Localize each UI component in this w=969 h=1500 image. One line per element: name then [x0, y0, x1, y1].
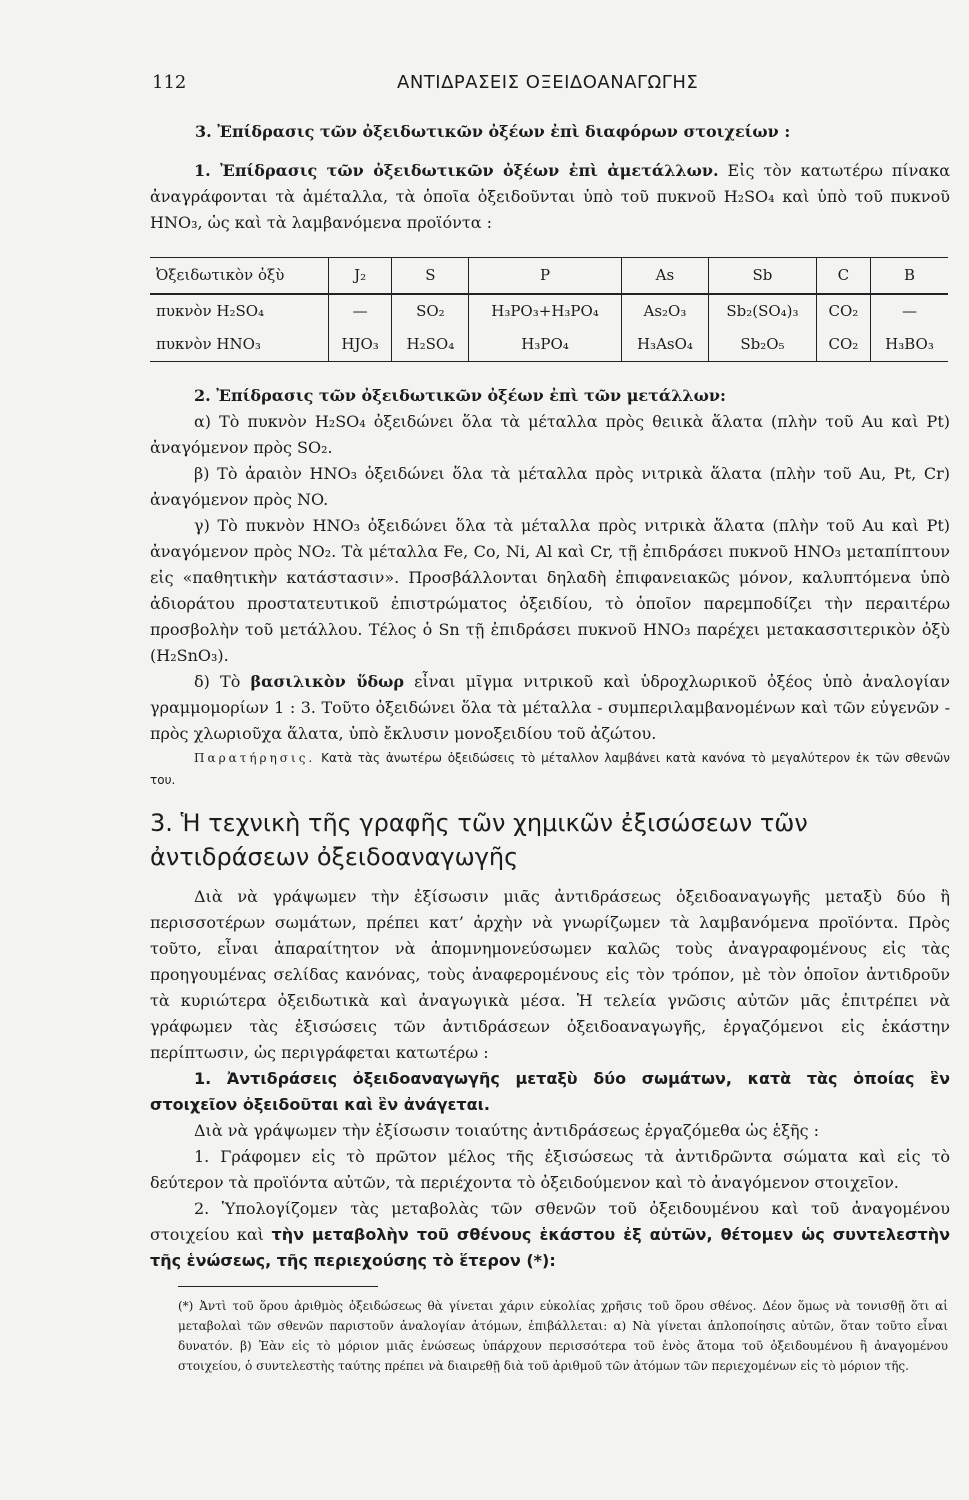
table-header-cell: Ὀξειδωτικὸν ὀξὺ: [156, 266, 285, 285]
chapter-section-heading: 3. Ἡ τεχνικὴ τῆς γραφῆς τῶν χημικῶν ἐξισώσεων τῶν ἀντιδράσεων ὀξειδοαναγωγῆς: [150, 809, 808, 871]
subsection-title: 1. Ἀντιδράσεις ὀξειδοαναγωγῆς μεταξὺ δύο σωμάτων, κατὰ τὰς ὁποίας ἓν στοιχεῖον ὀξειδοῦται καὶ ἓν ἀνάγεται.: [150, 1069, 950, 1114]
table-header-cell: P: [469, 258, 622, 294]
table-cell: H₃BO₃: [870, 328, 948, 362]
table-header-cell: J₂: [328, 258, 392, 294]
metals-item-c: γ) Τὸ πυκνὸν HNO₃ ὀξειδώνει ὅλα τὰ μέταλλα πρὸς νιτρικὰ ἅλατα (πλὴν τοῦ Au καὶ Pt) ἀναγόμενον πρὸς NO₂. Τὰ μέταλλα Fe, Co, Ni, Al καὶ Cr, τῇ ἐπιδράσει πυκνοῦ HNO₃ μεταπίπτουν εἰς «παθητικὴν κατάστασιν». Προσβάλλονται δηλαδὴ ἐπιφανειακῶς μόνον, καλυπτόμενα ὑπὸ ἀδιοράτου προστατευτικοῦ ἐπιστρώματος ὀξειδίου, τὸ ὁποῖον παρεμποδίζει τὴν περαιτέρω προσβολὴν τοῦ μετάλλου. Τέλος ὁ Sn τῇ ἐπιδράσει πυκνοῦ HNO₃ παρέχει μετακασσιτερικὸν ὀξὺ (H₂SnO₃).: [150, 516, 950, 665]
table-cell: CO₂: [816, 328, 870, 362]
intro-text: Διὰ νὰ γράψωμεν τὴν ἐξίσωσιν μιᾶς ἀντιδράσεως ὀξειδοαναγωγῆς μεταξὺ δύο ἢ περισσοτέρων σωμάτων, πρέπει κατ’ ἀρχὴν νὰ γνωρίζωμεν τὰ λαμβανόμενα προϊόντα. Πρὸς τοῦτο, εἶναι ἀπαραίτητον νὰ ἀπομνημονεύσωμεν καλῶς τοὺς ἀναγραφομένους εἰς τὰς προηγουμένας σελίδας κανόνας, τοὺς ἀναφερομένους εἰς τὸν τρόπον, μὲ τὸν ὁποῖον ἀντιδροῦν τὰ κυριώτερα ὀξειδωτικὰ καὶ ἀναγωγικὰ μέσα. Ἡ τελεία γνῶσις αὐτῶν μᾶς ἐπιτρέπει νὰ γράφωμεν τὰς ἐξισώσεις τῶν ἀντιδράσεων ὀξειδοαναγωγῆς, ἐργαζόμενοι εἰς ἑκάστην περίπτωσιν, ὡς περιγράφεται κατωτέρω :: [150, 887, 950, 1062]
step-two-text: 2. Ὑπολογίζομεν τὰς μεταβολὰς τῶν σθενῶν τοῦ ὀξειδουμένου καὶ τοῦ ἀναγομένου στοιχείου καὶ: [150, 1199, 950, 1244]
nonmetals-text: Εἰς τὸν κατωτέρω πίνακα ἀναγράφονται τὰ ἀμέταλλα, τὰ ὁποῖα ὀξειδοῦνται ὑπὸ τοῦ πυκνοῦ H₂SO₄ καὶ ὑπὸ τοῦ πυκνοῦ HNO₃, ὡς καὶ τὰ λαμβανόμενα προϊόντα :: [150, 161, 950, 232]
table-header-cell: C: [816, 258, 870, 294]
footnote-text: Ἀντὶ τοῦ ὅρου ἀριθμὸς ὀξειδώσεως θὰ γίνεται χάριν εὐκολίας χρῆσις τοῦ ὅρου σθένος. Δέον ὅμως νὰ τονισθῇ ὅτι αἱ μεταβολαὶ τῶν σθενῶν παριστοῦν ἀναλογίαν ἀτόμων, ἐπιβάλλεται: α) Νὰ γίνεται ἁπλοποίησις αὐτῶν, ὅταν τοῦτο εἶναι δυνατόν. β) Ἐὰν εἰς τὸ μόριον μιᾶς ἑνώσεως ὑπάρχουν περισσότερα τοῦ ἑνὸς ἄτομα τοῦ ὀξειδουμένου ἢ ἀναγομένου στοιχείου, ὁ συντελεστὴς ταύτης πρέπει νὰ διαιρεθῇ διὰ τοῦ ἀριθμοῦ τῶν ἀτόμων τῶν περιεχομένων εἰς τὸ μόριον τῆς.: [178, 1299, 948, 1373]
steps-lead: Διὰ νὰ γράψωμεν τὴν ἐξίσωσιν τοιαύτης ἀντιδράσεως ἐργαζόμεθα ὡς ἑξῆς :: [194, 1121, 820, 1140]
nonmetals-title: 1. Ἐπίδρασις τῶν ὀξειδωτικῶν ὀξέων ἐπὶ ἀμετάλλων.: [194, 161, 719, 180]
item-d-prefix: δ) Τὸ: [194, 672, 241, 691]
table-cell: SO₂: [392, 294, 469, 328]
intro-paragraph: [150, 884, 950, 1066]
table-cell: Sb₂O₅: [709, 328, 817, 362]
nonmetals-paragraph: [150, 158, 950, 236]
table-cell: Sb₂(SO₄)₃: [709, 294, 817, 328]
table-cell: H₃PO₄: [469, 328, 622, 362]
table-cell: H₃AsO₄: [621, 328, 708, 362]
oxidation-products-table: [150, 257, 948, 362]
remark-text: Κατὰ τὰς ἀνωτέρω ὀξειδώσεις τὸ μέταλλον λαμβάνει κατὰ κανόνα τὸ μεγαλύτερον ἐκ τῶν σθενῶν του.: [150, 751, 950, 787]
table-header-cell: B: [870, 258, 948, 294]
remark: [150, 747, 950, 791]
table-cell: H₂SO₄: [392, 328, 469, 362]
remark-label: Παρατήρησις.: [194, 751, 316, 765]
table-header-cell: As: [621, 258, 708, 294]
running-title: ΑΝΤΙΔΡΑΣΕΙΣ ΟΞΕΙΔΟΑΝΑΓΩΓΗΣ: [397, 72, 699, 93]
step-two: [150, 1196, 950, 1274]
table-header-cell: Sb: [709, 258, 817, 294]
metals-item-d: [150, 669, 950, 747]
table-header-row: [150, 258, 948, 294]
metals-item-b: β) Τὸ ἀραιὸν HNO₃ ὀξειδώνει ὅλα τὰ μέταλλα πρὸς νιτρικὰ ἅλατα (πλὴν τοῦ Au, Pt, Cr) ἀναγόμενον πρὸς NO.: [150, 464, 950, 509]
page-header: [152, 72, 952, 102]
table-cell: —: [328, 294, 392, 328]
step-one: 1. Γράφομεν εἰς τὸ πρῶτον μέλος τῆς ἐξισώσεως τὰ ἀντιδρῶντα σώματα καὶ εἰς τὸ δεύτερον τὰ προϊόντα αὐτῶν, τὰ περιέχοντα τὸ ὀξειδούμενον καὶ τὸ ἀναγόμενον στοιχεῖον.: [150, 1147, 950, 1192]
metals-section: [150, 383, 950, 791]
table-header-cell: S: [392, 258, 469, 294]
metals-item-a: α) Τὸ πυκνὸν H₂SO₄ ὀξειδώνει ὅλα τὰ μέταλλα πρὸς θειικὰ ἅλατα (πλὴν τοῦ Au καὶ Pt) ἀναγόμενον πρὸς SO₂.: [150, 412, 950, 457]
table-cell: πυκνὸν HNO₃: [156, 335, 261, 354]
step-two-bold: τὴν μεταβολὴν τοῦ σθένους ἑκάστου ἐξ αὐτῶν, θέτομεν ὡς συντελεστὴν τῆς ἑνώσεως, τῆς περιεχούσης τὸ ἕτερον (*):: [150, 1225, 950, 1270]
footnote-divider: [178, 1286, 378, 1287]
table-row: [150, 328, 948, 362]
page-number: 112: [152, 72, 187, 93]
footnote: [178, 1296, 948, 1376]
metals-title: 2. Ἐπίδρασις τῶν ὀξειδωτικῶν ὀξέων ἐπὶ τῶν μετάλλων:: [194, 386, 726, 405]
table-row: [150, 294, 948, 328]
aqua-regia-term: βασιλικὸν ὕδωρ: [250, 672, 404, 691]
table-cell: CO₂: [816, 294, 870, 328]
table-cell: As₂O₃: [621, 294, 708, 328]
table-cell: πυκνὸν H₂SO₄: [156, 302, 265, 320]
section-heading: 3. Ἐπίδρασις τῶν ὀξειδωτικῶν ὀξέων ἐπὶ διαφόρων στοιχείων :: [195, 122, 791, 141]
item-d-text: εἶναι μῖγμα νιτρικοῦ καὶ ὑδροχλωρικοῦ ὀξέος ὑπὸ ἀναλογίαν γραμμομορίων 1 : 3. Τοῦτο ὀξειδώνει ὅλα τὰ μέταλλα - συμπεριλαμβανομένων καὶ τῶν εὐγενῶν - πρὸς χλωριοῦχα ἅλατα, ὑπὸ ἔκλυσιν μονοξειδίου τοῦ ἀζώτου.: [150, 672, 951, 743]
footnote-mark: (*): [178, 1299, 194, 1313]
table-cell: HJO₃: [328, 328, 392, 362]
subsection-one: [150, 1066, 950, 1274]
table-cell: H₃PO₃+H₃PO₄: [469, 294, 622, 328]
table-cell: —: [870, 294, 948, 328]
